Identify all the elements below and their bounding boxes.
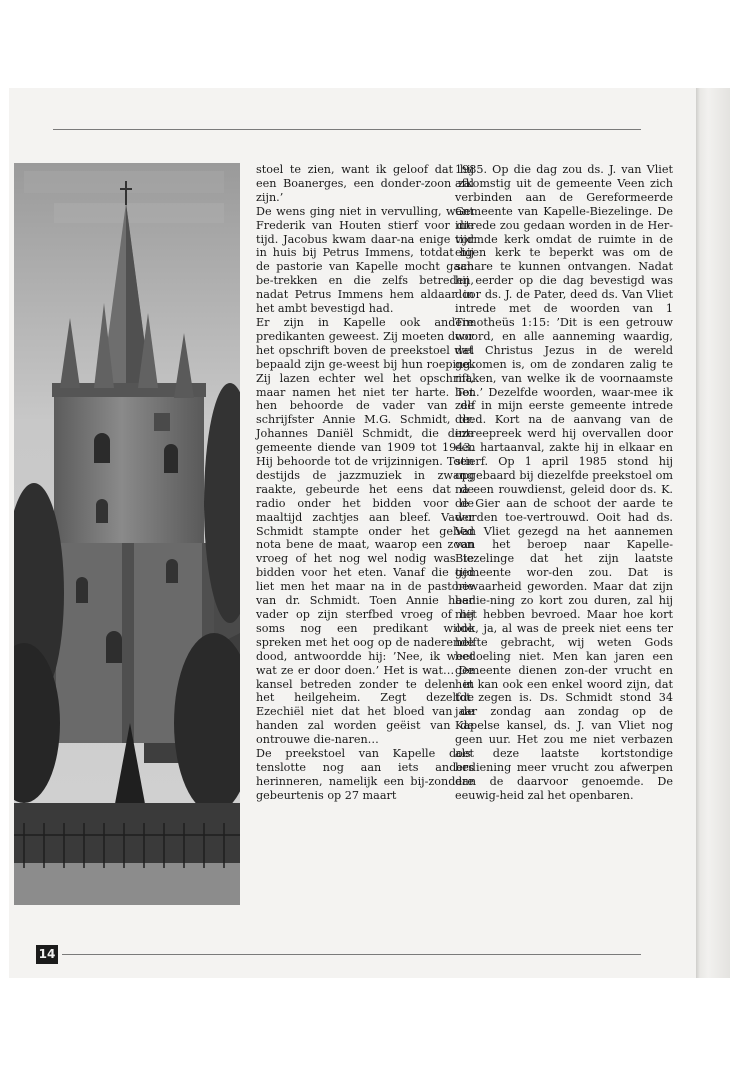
paragraph: De preekstoel van Kapelle doet tenslotte nog aan iets anders herinneren, namelijk een bij-zondere gebeurtenis op 27 maart (256, 747, 474, 802)
paragraph: De wens ging niet in vervulling, want Frederik van Houten stierf voor die tijd. Jacobus kwam daar-na enige tijd in huis bij Petrus Immens, totdat hij de pastorie van Kapelle mocht gaan be-trekken en die zelfs betreden, nadat Petrus Immens hem aldaar in het ambt bevestigd had. (256, 204, 474, 316)
text-column-left (256, 163, 474, 803)
paragraph: 1985. Op die dag zou ds. J. van Vliet afkomstig uit de gemeente Veen zich verbinden aan de Gereformeerde Gemeente van Kapelle-Biezelinge. De intrede zou gedaan worden in de Her-vormde kerk omdat de ruimte in de eigen kerk te beperkt was om de schare te kunnen ontvangen. Nadat hij eerder op die dag bevestigd was door ds. J. de Pater, deed ds. Van Vliet intrede met de woorden van 1 Timotheüs 1:15: ’Dit is een getrouw woord, en alle aanneming waardig, dat Christus Jezus in de wereld gekomen is, om de zondaren zalig te maken, van welke ik de voornaamste ben.’ Dezelfde woorden, waar-mee ik zelf in mijn eerste gemeente intrede deed. Kort na de aanvang van de intreepreek werd hij overvallen door een hartaanval, zakte hij in elkaar en stierf. Op 1 april 1985 stond hij opgebaard bij diezelfde preekstoel om na een rouwdienst, geleid door ds. K. de Gier aan de schoot der aarde te worden toe-vertrouwd. Ooit had ds. Van Vliet gezegd na het aannemen van het beroep naar Kapelle-Biezelinge dat het zijn laatste gemeente wor-den zou. Dat is bewaarheid geworden. Maar dat zijn bedie-ning zo kort zou duren, zal hij niet hebben bevroed. Maar hoe kort ook, ja, al was de preek niet eens ter helfte gebracht, wij weten Gods bedoeling niet. Men kan jaren een gemeente dienen zon-der vrucht en het kan ook een enkel woord zijn, dat tot zegen is. Ds. Schmidt stond 34 jaar zondag aan zondag op de Kapelse kansel, ds. J. van Vliet nog geen uur. Het zou me niet verbazen als deze laatste kortstondige bediening meer vrucht zou afwerpen dan de daarvoor genoemde. De eeuwig-heid zal het openbaren. (455, 163, 673, 802)
church-tower-illustration (14, 163, 240, 905)
church-tower-photo (14, 163, 240, 905)
text-column-right (455, 163, 673, 803)
top-rule (53, 129, 641, 130)
bottom-rule (62, 954, 641, 955)
page-number: 14 (36, 945, 58, 964)
paragraph: Er zijn in Kapelle ook andere predikanten geweest. Zij moeten door het opschrift boven de preekstoel wel bepaald zijn ge-weest bij hun roeping. Zij lazen echter wel het opschrift, maar namen het niet ter harte. Tot hen behoorde de vader van de schrijfster Annie M.G. Schmidt, dr. Johannes Daniël Schmidt, die deze gemeente diende van 1909 tot 1943. Hij behoorde tot de vrijzinnigen. Toen destijds de jazzmuziek in zwang raakte, gebeurde het eens dat de radio onder het bidden voor de maaltijd zachtjes aan bleef. Vader Schmidt stampte onder het gebed nota bene de maat, waarop een zoon vroeg of het nog wel nodig was te bidden voor het eten. Vanaf die tijd liet men het maar na in de pastorie van dr. Schmidt. Toen Annie haar vader op zijn sterfbed vroeg of hij soms nog een predikant wilde spreken met het oog op de naderende dood, antwoordde hij: ’Nee, ik weet wat ze er door doen.’ Het is wat… De kansel betreden zonder te delen in het heilgeheim. Zegt dezelfde Ezechiël niet dat het bloed van de handen zal worden geëist van de ontrouwe die-naren… (256, 315, 474, 747)
page-binding-edge (696, 88, 730, 978)
paragraph: stoel te zien, want ik geloof dat hij een Boanerges, een donder-zoon zal zijn.’ (256, 163, 474, 204)
